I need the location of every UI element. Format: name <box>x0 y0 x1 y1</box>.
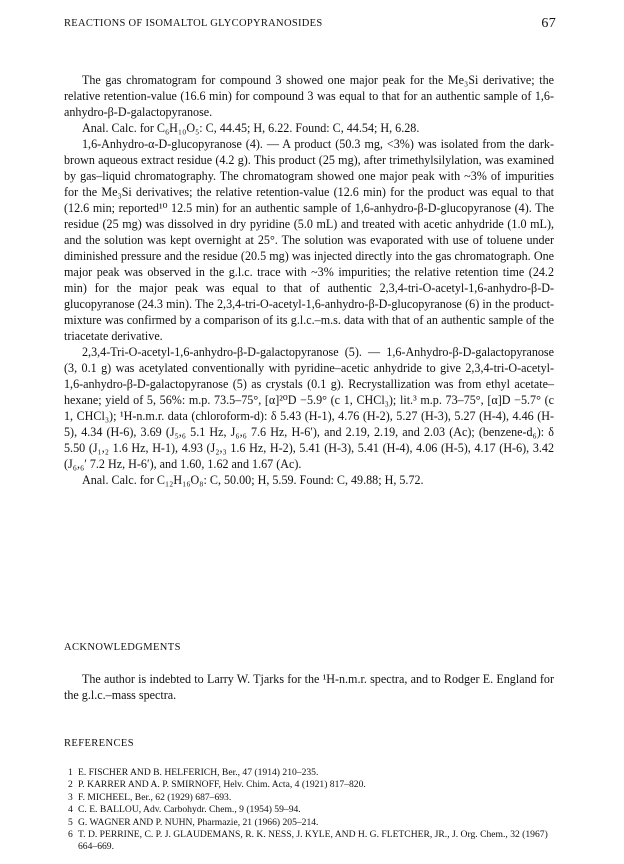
reference-item <box>64 829 554 854</box>
paragraph: Anal. Calc. for C₆H₁₀O₅: C, 44.45; H, 6.22. Found: C, 44.54; H, 6.28. <box>82 121 420 135</box>
reference-list <box>64 767 554 854</box>
reference-text: T. D. PERRINE, C. P. J. GLAUDEMANS, R. K. NESS, J. KYLE, AND H. G. FLETCHER, JR., J. Org. Chem., 32 (1967) 664–669. <box>78 829 548 853</box>
reference-number: 2 <box>68 779 73 791</box>
reference-text: F. MICHEEL, Ber., 62 (1929) 687–693. <box>78 791 232 803</box>
reference-item <box>64 792 554 804</box>
reference-number: 1 <box>68 767 73 778</box>
running-head-title: REACTIONS OF ISOMALTOL GLYCOPYRANOSIDES <box>64 18 323 29</box>
paragraph: 2,3,4-Tri-O-acetyl-1,6-anhydro-β-D-galactopyranose (5). — 1,6-Anhydro-β-D-galactopyranose (3, 0.1 g) was acetylated conventionally with pyridine–acetic anhydride to give 2,3,4-tri-O-acetyl-1,6-anhydro-β-D-galactopyranose (5) as crystals (0.1 g). Recrystallization was from ethyl acetate–hexane; yield of 5, 56%: m.p. 73.5–75°, [α]²⁰D −5.9° (c 1, CHCl₃); lit.³ m.p. 73–75°, [α]D −5.7° (c 1, CHCl₃); ¹H-n.m.r. data (chloroform-d): δ 5.43 (H-1), 4.76 (H-2), 5.27 (H-3), 5.27 (H-4), 4.46 (H-5), 4.34 (H-6), 3.69 (J₅,₆ 5.1 Hz, J₆,₆ 7.6 Hz, H-6′), and 2.19, 2.19, and 2.03 (Ac); (benzene-d₆): δ 5.50 (J₁,₂ 1.6 Hz, H-1), 4.93 (J₂,₃ 1.6 Hz, H-2), 5.41 (H-3), 5.41 (H-4), 4.06 (H-5), 4.17 (H-6), 3.42 (J₆,₆′ 7.2 Hz, H-6′), and 1.60, 1.62 and 1.67 (Ac). <box>64 345 554 471</box>
reference-text: C. E. BALLOU, Adv. Carbohydr. Chem., 9 (1954) 59–94. <box>78 804 301 816</box>
reference-number: 6 <box>68 829 73 841</box>
reference-number: 5 <box>68 816 73 828</box>
reference-text: P. KARRER AND A. P. SMIRNOFF, Helv. Chim. Acta, 4 (1921) 817–820. <box>78 779 366 791</box>
paragraph: Anal. Calc. for C₁₂H₁₆O₈: C, 50.00; H, 5.59. Found: C, 49.88; H, 5.72. <box>82 473 424 487</box>
reference-text: E. FISCHER AND B. HELFERICH, Ber., 47 (1914) 210–235. <box>78 767 319 778</box>
reference-item <box>64 779 554 791</box>
reference-item <box>64 767 554 779</box>
acknowledgments-text: The author is indebted to Larry W. Tjarks for the ¹H-n.m.r. spectra, and to Rodger E. England for the g.l.c.–mass spectra. <box>64 672 554 702</box>
reference-number: 3 <box>68 791 73 803</box>
page-number: 67 <box>541 16 556 31</box>
paragraph: The gas chromatogram for compound 3 showed one major peak for the Me₃Si derivative; the relative retention-value (16.6 min) for compound 3 was equal to that for an authentic sample of 1,6-anhydro-β-D-galactopyranose. <box>64 73 554 119</box>
reference-number: 4 <box>68 804 73 816</box>
body-text <box>64 72 554 488</box>
reference-item <box>64 804 554 816</box>
references-heading: REFERENCES <box>64 738 134 749</box>
acknowledgments-body <box>64 671 554 703</box>
paragraph: 1,6-Anhydro-α-D-glucopyranose (4). — A product (50.3 mg, <3%) was isolated from the dark-brown aqueous extract residue (4.2 g). This product (25 mg), after trimethylsilylation, was examined by gas–liquid chromatography. The chromatogram showed one major peak with ~3% of impurities for the Me₃Si derivatives; the relative retention-value (12.6 min) for the product was equal to that (12.6 min; reported¹⁰ 12.5 min) for an authentic sample of 1,6-anhydro-β-D-glucopyranose (4). The residue (25 mg) was dissolved in dry pyridine (5.0 mL) and treated with acetic anhydride (1.0 mL), and the solution was kept overnight at 25°. The solution was evaporated with use of toluene under diminished pressure and the residue (20.5 mg) was injected directly into the gas chromatograph. One major peak was observed in the g.l.c. trace with ~3% impurities; the relative retention time (24.2 min) for the major peak was equal to that of authentic 2,3,4-tri-O-acetyl-1,6-anhydro-β-D-glucopyranose (24.3 min). The 2,3,4-tri-O-acetyl-1,6-anhydro-β-D-glucopyranose (6) in the product-mixture was confirmed by a comparison of its g.l.c.–m.s. data with that of an authentic sample of the triacetate derivative. <box>64 137 554 343</box>
reference-text: G. WAGNER AND P. NUHN, Pharmazie, 21 (1966) 205–214. <box>78 816 319 828</box>
acknowledgments-heading: ACKNOWLEDGMENTS <box>64 642 181 653</box>
reference-item <box>64 817 554 829</box>
